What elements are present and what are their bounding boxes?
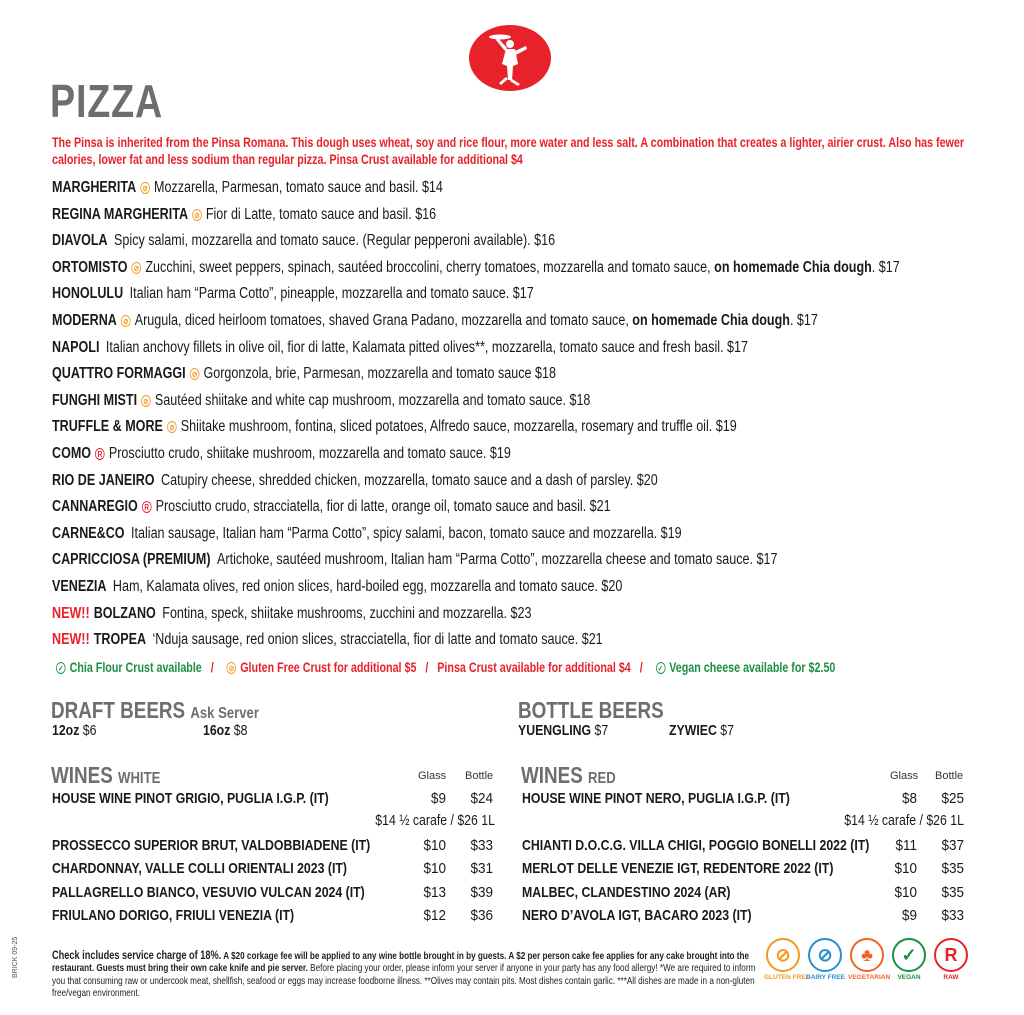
chia-legend: Chia Flour Crust available: [69, 660, 202, 675]
glass-header: Glass: [418, 770, 447, 782]
wine-item: [522, 837, 964, 859]
wheat-crossed-icon-glyph: ⊘: [766, 938, 800, 972]
glass-header: Glass: [890, 770, 919, 782]
pizza-desc-text: Fontina, speck, shiitake mushrooms, zucchini and mozzarella. $23: [162, 604, 532, 622]
chia-dough-note: on homemade Chia dough: [632, 311, 790, 329]
pizza-price: . $17: [871, 258, 900, 276]
pizza-price: . $17: [789, 311, 818, 329]
pizza-name: NAPOLI: [52, 338, 100, 356]
glass-price: $8: [901, 790, 917, 807]
wines-white-title: [51, 762, 160, 789]
vegan-icon: ✓: [656, 662, 666, 674]
pizza-description: [106, 339, 748, 356]
pizza-desc-text: Prosciutto crudo, shiitake mushroom, mozzarella and tomato sauce. $19: [108, 444, 511, 462]
pizza-name: ORTOMISTO: [52, 258, 128, 276]
pizza-item: [52, 204, 1008, 231]
leaf-check-icon-glyph: ✓: [892, 938, 926, 972]
bottle-price: $24: [470, 790, 493, 807]
pizza-item: [52, 390, 1008, 417]
pizza-desc-text: Italian sausage, Italian ham “Parma Cotto”, spicy salami, bacon, tomato sauce and mozzarella. $19: [131, 524, 682, 542]
bottle-yuengling: [518, 722, 608, 739]
corkage-note: A $20 corkage fee will be applied to any wine bottle brought in by guests. A $2 per person cake fee applies for any cake brought into the restaurant. Guests must bring their own cake knife and pie server.: [52, 951, 750, 975]
wine-name: HOUSE WINE PINOT NERO, PUGLIA I.G.P. (IT): [522, 790, 790, 807]
raw-icon: R: [142, 501, 152, 513]
pizza-desc-text: ‘Nduja sausage, red onion slices, stracciatella, fior di latte and tomato sauce. $21: [152, 631, 603, 649]
pizza-item: [52, 470, 1008, 497]
glass-price: $11: [895, 837, 917, 854]
gluten-free-icon: ⊘: [140, 182, 150, 194]
raw-r-icon: [932, 938, 970, 981]
pizza-description: [131, 525, 682, 542]
wine-name: CHIANTI D.O.C.G. VILLA CHIGI, POGGIO BONELLI 2022 (IT): [522, 837, 870, 854]
pizza-item: [52, 230, 1008, 257]
bottle-name: YUENGLING: [518, 722, 592, 739]
pizza-description: [153, 631, 603, 648]
pizza-list: [52, 177, 1008, 656]
gluten-free-icon: ⊘: [132, 262, 142, 274]
wine-item: [52, 907, 493, 929]
wine-name: MALBEC, CLANDESTINO 2024 (AR): [522, 884, 731, 901]
carrot-icon: [848, 938, 891, 981]
gluten-free-icon: ⊘: [121, 315, 131, 327]
pizza-name: QUATTRO FORMAGGI: [52, 365, 186, 383]
wine-item: [52, 884, 493, 906]
pizza-description: [161, 472, 658, 489]
pizza-name: BOLZANO: [93, 604, 156, 622]
pizza-name: VENEZIA: [52, 577, 107, 595]
legend-separator: /: [639, 660, 643, 675]
pizza-item: [52, 496, 1008, 523]
wine-item: [522, 860, 964, 882]
diet-label: VEGAN: [897, 974, 921, 981]
pizza-desc-text: Prosciutto crudo, stracciatella, fior di latte, orange oil, tomato sauce and basil. $21: [155, 498, 611, 516]
carafe-price: $14 ½ carafe / $26 1L: [375, 812, 495, 829]
pizza-name: CANNAREGIO: [52, 498, 138, 516]
wine-name: PALLAGRELLO BIANCO, VESUVIO VULCAN 2024 (IT): [52, 884, 365, 901]
bottle-price: $36: [470, 907, 493, 924]
wine-name: MERLOT DELLE VENEZIE IGT, REDENTORE 2022 (IT): [522, 860, 834, 877]
service-charge-note: Check includes service charge of 18%.: [52, 950, 222, 962]
pizza-item: [52, 629, 1008, 656]
pizza-item: [52, 283, 1008, 310]
pizza-name: HONOLULU: [52, 285, 124, 303]
wines-sub: RED: [588, 770, 616, 787]
pizza-item: [52, 576, 1008, 603]
allergy-note: Before placing your order, please inform your server if anyone in your party has any food allergy! *We are required to inform you that consuming raw or undercook meat, shellfish, seafood or eggs may increase foodborne illness. **Olives may contain pits. Most dishes contain garlic. ***All dishes are made in a non-gluten free/vegan environment.: [52, 963, 756, 1000]
pizza-name: CAPRICCIOSA (PREMIUM): [52, 551, 211, 569]
wines-red-title: [521, 762, 616, 789]
pizza-name: CARNE&CO: [52, 524, 125, 542]
pizza-section-title: PIZZA: [50, 75, 164, 127]
pizza-description: [156, 498, 611, 515]
wheat-crossed-icon: [764, 938, 810, 981]
pizza-description: [154, 179, 443, 196]
pizza-desc-text: Zucchini, sweet peppers, spinach, sautéed broccolini, cherry tomatoes, mozzarella and tomato sauce,: [145, 258, 715, 276]
pizza-name: DIAVOLA: [52, 232, 108, 250]
bottle-price: $7: [594, 722, 609, 739]
waiter-logo-icon: [468, 24, 552, 92]
bottle-price: $37: [941, 837, 964, 854]
draft-beers-heading: DRAFT BEERS: [51, 697, 186, 723]
pizza-description: [181, 418, 737, 435]
pizza-name: FUNGHI MISTI: [52, 391, 138, 409]
vegan-legend: Vegan cheese available for $2.50: [669, 660, 836, 675]
wine-name: FRIULANO DORIGO, FRIULI VENEZIA (IT): [52, 907, 295, 924]
pizza-description: [217, 551, 777, 568]
pizza-desc-text: Sautéed shiitake and white cap mushroom, mozzarella and tomato sauce. $18: [154, 391, 591, 409]
pizza-description: [155, 392, 591, 409]
glass-price: $12: [423, 907, 446, 924]
pizza-description: [206, 206, 436, 223]
gluten-free-icon: ⊘: [167, 421, 177, 433]
bottle-price: $35: [941, 860, 964, 877]
draft-size: 16oz: [203, 722, 231, 739]
pizza-name: REGINA MARGHERITA: [52, 205, 189, 223]
pizza-name: TROPEA: [93, 631, 147, 649]
pizza-item: [52, 177, 1008, 204]
pizza-desc-text: Gorgonzola, brie, Parmesan, mozzarella and tomato sauce $18: [203, 365, 556, 383]
raw-r-icon-glyph: R: [934, 938, 968, 972]
raw-icon: R: [95, 448, 105, 460]
pizza-desc-text: Spicy salami, mozzarella and tomato sauce. (Regular pepperoni available). $16: [114, 232, 556, 250]
gluten-free-icon: ⊘: [192, 209, 202, 221]
glass-price: $9: [901, 907, 917, 924]
pizza-desc-text: Arugula, diced heirloom tomatoes, shaved Grana Padano, mozzarella and tomato sauce,: [134, 311, 633, 329]
wines-sub: WHITE: [118, 770, 161, 787]
pizza-desc-text: Mozzarella, Parmesan, tomato sauce and basil. $14: [153, 179, 443, 196]
bottle-beers-title: BOTTLE BEERS: [518, 697, 664, 723]
pizza-item: [52, 363, 1008, 390]
pizza-item: [52, 523, 1008, 550]
wine-item: [52, 860, 493, 882]
gluten-free-icon: ⊘: [190, 368, 200, 380]
gluten-free-icon: ⊘: [227, 662, 237, 674]
footer-notes: [52, 950, 756, 1001]
wine-item: [522, 907, 964, 929]
pizza-desc-text: Italian anchovy fillets in olive oil, fior di latte, Kalamata pitted olives**, mozzarella, tomato sauce and fresh basil. $17: [105, 338, 748, 356]
chia-dough-note: on homemade Chia dough: [714, 258, 872, 276]
draft-price: $8: [233, 722, 248, 739]
wines-heading: WINES: [51, 762, 113, 788]
wine-name: NERO D’AVOLA IGT, BACARO 2023 (IT): [522, 907, 752, 924]
legend-separator: /: [210, 660, 214, 675]
bottle-header: Bottle: [465, 770, 494, 782]
carrot-icon-glyph: ♣: [850, 938, 884, 972]
pizza-description: [130, 285, 534, 302]
pizza-item: [52, 443, 1008, 470]
pizza-item: [52, 337, 1008, 364]
bottle-price: $25: [941, 790, 964, 807]
diet-label: RAW: [943, 974, 959, 981]
pizza-item: [52, 549, 1008, 576]
draft-size: 12oz: [52, 722, 80, 739]
bottle-name: ZYWIEC: [669, 722, 717, 739]
draft-beers-title: [51, 697, 259, 724]
wine-name: HOUSE WINE PINOT GRIGIO, PUGLIA I.G.P. (IT): [52, 790, 329, 807]
leaf-check-icon: [890, 938, 928, 981]
pizza-desc-text: Ham, Kalamata olives, red onion slices, hard-boiled egg, mozzarella and tomato sauce. $20: [112, 577, 623, 595]
pizza-description: [113, 578, 622, 595]
pizza-desc-text: Fior di Latte, tomato sauce and basil. $16: [205, 205, 437, 223]
glass-price: $10: [894, 884, 917, 901]
pizza-item: [52, 257, 1008, 284]
pizza-description: [203, 365, 555, 382]
glass-price: $10: [423, 860, 446, 877]
crust-legend: [52, 660, 835, 675]
glass-price: $10: [423, 837, 446, 854]
pizza-description: [145, 259, 899, 276]
diet-label: VEGETARIAN: [848, 974, 891, 981]
pizza-description: [114, 232, 555, 249]
wine-item: [522, 790, 964, 812]
new-badge: NEW!!: [52, 604, 90, 622]
menu-code: BRICK 09-25: [12, 936, 19, 978]
carafe-price: $14 ½ carafe / $26 1L: [844, 812, 964, 829]
draft-price: $6: [82, 722, 97, 739]
pizza-item: [52, 603, 1008, 630]
pinsa-intro-text: The Pinsa is inherited from the Pinsa Romana. This dough uses wheat, soy and rice flour, more water and less salt. A combination that creates a lighter, airier crust. Also has fewer calories, lower fat and less sodium than regular pizza. Pinsa Crust available for additional $4: [52, 135, 965, 167]
diet-label: DAIRY FREE: [806, 974, 846, 981]
draft-beers-sub: Ask Server: [190, 705, 259, 722]
pizza-item: [52, 310, 1008, 337]
pizza-name: MODERNA: [52, 311, 117, 329]
bottle-zywiec: [669, 722, 734, 739]
diet-label: GLUTEN FREE: [764, 974, 810, 981]
pinsa-legend: Pinsa Crust available for additional $4: [437, 660, 631, 675]
pizza-desc-text: Italian ham “Parma Cotto”, pineapple, mozzarella and tomato sauce. $17: [129, 285, 534, 303]
glass-price: $9: [430, 790, 446, 807]
wines-heading: WINES: [521, 762, 583, 788]
pizza-description: [135, 312, 818, 329]
bottle-price: $35: [941, 884, 964, 901]
pizza-name: COMO: [52, 444, 92, 462]
wine-item: [52, 790, 493, 812]
wine-item: [52, 837, 493, 859]
legend-separator: /: [425, 660, 429, 675]
pizza-desc-text: Artichoke, sautéed mushroom, Italian ham “Parma Cotto”, mozzarella cheese and tomato sauce. $17: [217, 551, 778, 569]
bottle-price: $39: [470, 884, 493, 901]
pizza-desc-text: Catupiry cheese, shredded chicken, mozzarella, tomato sauce and a dash of parsley. $20: [161, 471, 658, 489]
wine-name: PROSSECCO SUPERIOR BRUT, VALDOBBIADENE (IT): [52, 837, 371, 854]
pizza-desc-text: Shiitake mushroom, fontina, sliced potatoes, Alfredo sauce, mozzarella, rosemary and truffle oil. $19: [180, 418, 737, 436]
pizza-name: MARGHERITA: [52, 179, 137, 196]
glass-price: $13: [423, 884, 446, 901]
gluten-legend: Gluten Free Crust for additional $5: [240, 660, 417, 675]
new-badge: NEW!!: [52, 631, 90, 649]
draft-12oz: [52, 722, 96, 739]
bottle-price: $33: [470, 837, 493, 854]
milk-bottle-crossed-icon: [806, 938, 844, 981]
bottle-header: Bottle: [935, 770, 964, 782]
pizza-name: RIO DE JANEIRO: [52, 471, 155, 489]
milk-bottle-crossed-icon-glyph: ⊘: [808, 938, 842, 972]
pizza-description: [109, 445, 511, 462]
bottle-price: $33: [941, 907, 964, 924]
glass-price: $10: [894, 860, 917, 877]
wine-item: [522, 884, 964, 906]
bottle-price: $31: [470, 860, 493, 877]
gluten-free-icon: ⊘: [141, 395, 151, 407]
pizza-description: [162, 605, 531, 622]
pizza-name: TRUFFLE & MORE: [52, 418, 163, 436]
chia-icon: ✓: [56, 662, 66, 674]
pizza-item: [52, 416, 1008, 443]
wine-name: CHARDONNAY, VALLE COLLI ORIENTALI 2023 (IT): [52, 860, 348, 877]
draft-16oz: [203, 722, 247, 739]
bottle-price: $7: [720, 722, 734, 739]
